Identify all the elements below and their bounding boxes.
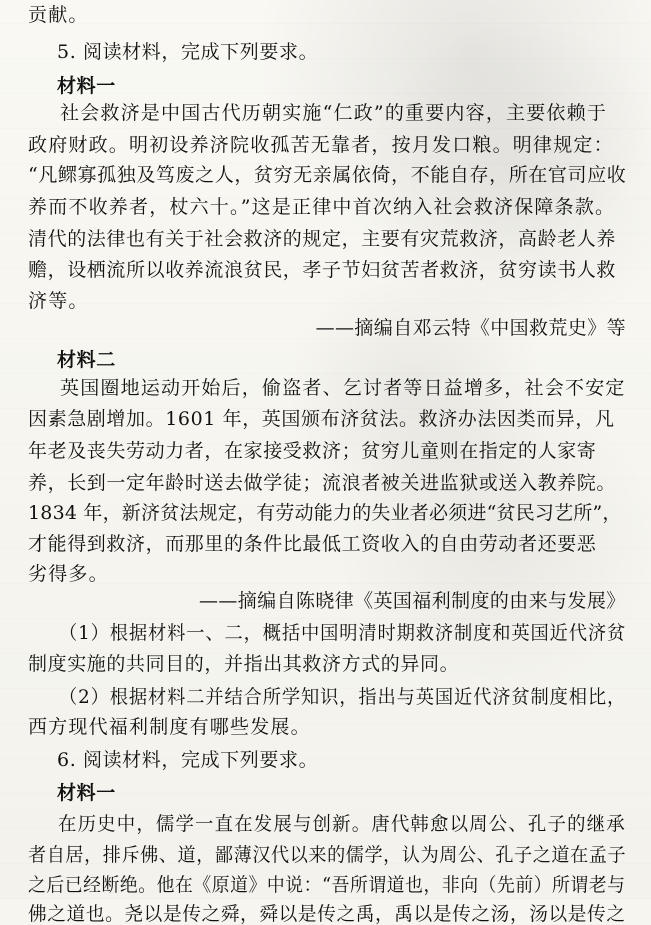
text-line-08: 清代的法律也有关于社会救济的规定，主要有灾荒救济，高龄老人养 [28,228,617,250]
text-line-07: 养而不收养者，杖六十。”这是正律中首次纳入社会救济保障条款。 [28,196,616,218]
question-1-line-2: 制度实施的共同目的，并指出其救济方式的异同。 [28,653,460,675]
question-6-title: 6. 阅读材料，完成下列要求。 [57,749,319,771]
material-heading-1: 材料一 [57,75,116,97]
text-line-10: 济等。 [28,290,89,312]
text-line-29: 之后已经断绝。他在《原道》中说：“吾所谓道也，非向（先前）所谓老与 [28,874,626,896]
material-heading-3: 材料一 [57,782,116,804]
source-line-2: ——摘编自陈晓律《英国福利制度的由来与发展》 [199,590,626,612]
text-line-13: 英国圈地运动开始后，偷盗者、乞讨者等日益增多，社会不安定 [60,377,626,399]
text-line-01: 贡献。 [28,4,89,26]
question-5-title: 5. 阅读材料，完成下列要求。 [57,41,319,63]
text-line-05: 政府财政。明初设养济院收孤苦无靠者，按月发口粮。明律规定： [28,134,614,156]
text-line-19: 劣得多。 [28,563,109,585]
question-2-line-1: （2）根据材料二并结合所学知识，指出与英国近代济贫制度相比， [59,686,627,708]
text-line-06: “凡鳏寡孤独及笃废之人，贫穷无亲属依倚，不能自存，所在官司应收 [28,164,627,186]
question-2-line-2: 西方现代福利制度有哪些发展。 [28,716,311,738]
source-line-1: ——摘编自邓云特《中国救荒史》等 [315,317,626,339]
text-line-28: 者自居，排斥佛、道，鄙薄汉代以来的儒学，认为周公、孔子之道在孟子 [28,844,627,866]
text-line-30: 佛之道也。尧以是传之舜，舜以是传之禹，禹以是传之汤，汤以是传之 [28,903,626,925]
text-line-04: 社会救济是中国古代历朝实施“仁政”的重要内容，主要依赖于 [60,102,608,124]
text-line-16: 养，长到一定年龄时送去做学徒；流浪者被关进监狱或送入教养院。 [28,472,617,494]
text-line-17: 1834 年，新济贫法规定，有劳动能力的失业者必须进“贫民习艺所”， [28,502,622,524]
text-line-15: 年老及丧失劳动力者，在家接受救济；贫穷儿童则在指定的人家寄 [28,440,597,462]
text-line-09: 赡，设栖流所以收养流浪贫民，孝子节妇贫苦者救济，贫穷读书人救 [28,259,617,281]
text-line-14: 因素急剧增加。1601 年，英国颁布济贫法。救济办法因类而异，凡 [28,408,615,430]
text-line-18: 才能得到救济，而那里的条件比最低工资收入的自由劳动者还要恶 [28,533,597,555]
material-heading-2: 材料二 [57,349,116,371]
text-line-27: 在历史中，儒学一直在发展与创新。唐代韩愈以周公、孔子的继承 [58,813,626,835]
question-1-line-1: （1）根据材料一、二，概括中国明清时期救济制度和英国近代济贫 [59,622,627,644]
